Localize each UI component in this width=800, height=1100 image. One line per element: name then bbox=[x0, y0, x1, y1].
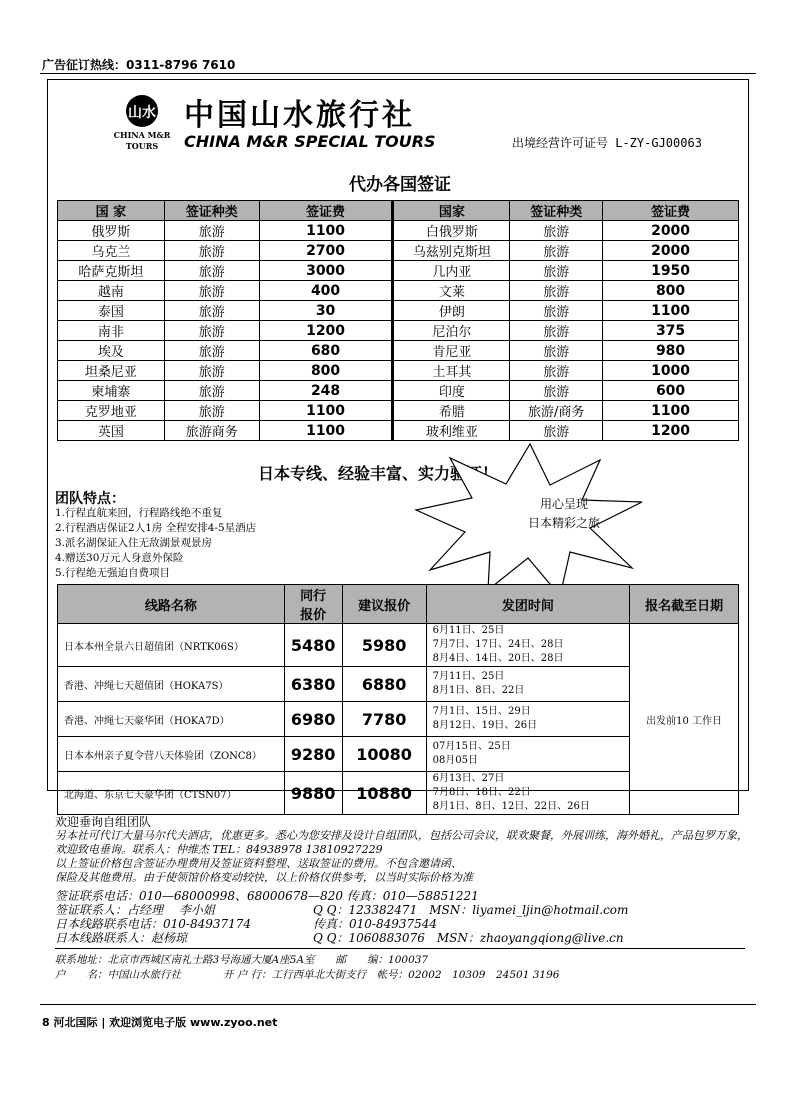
route-peer-price: 5480 bbox=[284, 624, 342, 667]
route-dates bbox=[426, 737, 630, 772]
visa-fee: 1100 bbox=[259, 421, 393, 441]
team-features-title: 团队特点： bbox=[55, 491, 125, 507]
visa-contact-person: 签证联系人：占经理 李小姐 bbox=[55, 903, 215, 917]
japan-contact-im: Q Q：1060883076 MSN：zhaoyangqiong@live.cn bbox=[313, 931, 624, 945]
visa-fee: 248 bbox=[259, 381, 393, 401]
visa-country: 伊朗 bbox=[393, 301, 510, 321]
route-date-line: 6月11日、25日 bbox=[432, 625, 505, 636]
route-date-line: 8月12日、19日、26日 bbox=[432, 720, 538, 731]
visa-row bbox=[58, 301, 739, 321]
visa-header-country: 国 家 bbox=[58, 201, 165, 221]
japan-slogan: 日本专线、经验丰富、实力验证！ bbox=[258, 464, 499, 483]
starburst-line-1: 用心呈现 bbox=[539, 497, 588, 511]
visa-type: 旅游 bbox=[164, 321, 259, 341]
visa-country: 乌兹别克斯坦 bbox=[393, 241, 510, 261]
visa-phone-line bbox=[55, 889, 628, 903]
visa-type: 旅游 bbox=[510, 341, 603, 361]
visa-country: 尼泊尔 bbox=[393, 321, 510, 341]
routes-header-dates: 发团时间 bbox=[426, 585, 630, 624]
routes-header-peer-price bbox=[284, 585, 342, 624]
route-deadline: 出发前10 工作日 bbox=[630, 624, 739, 815]
visa-country: 俄罗斯 bbox=[58, 221, 165, 241]
company-name-cn: 中国山水旅行社 bbox=[184, 98, 415, 133]
visa-country: 哈萨克斯坦 bbox=[58, 261, 165, 281]
feature-item: 5.行程绝无强迫自费项目 bbox=[55, 567, 171, 579]
visa-type: 旅游 bbox=[510, 421, 603, 441]
route-date-line: 7月8日、18日、22日 bbox=[432, 787, 531, 798]
license-number: 出境经营许可证号 L-ZY-GJ00063 bbox=[512, 136, 702, 150]
visa-type: 旅游 bbox=[510, 301, 603, 321]
route-suggest-price: 7780 bbox=[342, 702, 426, 737]
japan-contact-line bbox=[55, 931, 628, 945]
route-date-line: 7月11日、25日 bbox=[432, 671, 505, 682]
visa-type: 旅游 bbox=[510, 241, 603, 261]
feature-item: 4.赠送30万元人身意外保险 bbox=[55, 552, 184, 564]
visa-fee: 1200 bbox=[259, 321, 393, 341]
visa-fee: 1100 bbox=[603, 301, 739, 321]
visa-country: 越南 bbox=[58, 281, 165, 301]
route-suggest-price: 10880 bbox=[342, 772, 426, 815]
visa-country: 克罗地亚 bbox=[58, 401, 165, 421]
visa-contact-im: Q Q：123382471 MSN：liyamei_ljin@hotmail.com bbox=[313, 903, 629, 917]
page-footer: 8 河北国际 | 欢迎浏览电子版 www.zyoo.net bbox=[42, 1016, 278, 1029]
visa-type: 旅游 bbox=[510, 281, 603, 301]
contact-block bbox=[55, 889, 628, 945]
visa-country: 玻利维亚 bbox=[393, 421, 510, 441]
visa-country: 土耳其 bbox=[393, 361, 510, 381]
japan-phone: 日本线路联系电话：010-84937174 bbox=[55, 917, 252, 931]
visa-country: 几内亚 bbox=[393, 261, 510, 281]
bank-line: 户 名：中国山水旅行社 开 户 行：工行西单北大街支行 帐号：02002 10309 24501 3196 bbox=[55, 969, 560, 981]
visa-country: 南非 bbox=[58, 321, 165, 341]
visa-row bbox=[58, 341, 739, 361]
visa-header-fee: 签证费 bbox=[603, 201, 739, 221]
route-peer-price: 6380 bbox=[284, 667, 342, 702]
route-date-line: 8月1日、8日、12日、22日、26日 bbox=[432, 801, 590, 812]
visa-row bbox=[58, 241, 739, 261]
svg-text:CHINA M&R: CHINA M&R bbox=[113, 130, 171, 140]
visa-type: 旅游 bbox=[510, 321, 603, 341]
route-date-line: 08月05日 bbox=[432, 755, 479, 766]
top-divider bbox=[40, 73, 756, 74]
visa-country: 泰国 bbox=[58, 301, 165, 321]
visa-fee: 800 bbox=[603, 281, 739, 301]
visa-fee: 1100 bbox=[259, 401, 393, 421]
visa-fee: 3000 bbox=[259, 261, 393, 281]
visa-type: 旅游 bbox=[510, 261, 603, 281]
visa-country: 希腊 bbox=[393, 401, 510, 421]
visa-fee: 2000 bbox=[603, 241, 739, 261]
route-name: 香港、冲绳七天超值团（HOKA7S） bbox=[58, 667, 285, 702]
visa-row bbox=[58, 381, 739, 401]
visa-row bbox=[58, 221, 739, 241]
visa-type: 旅游 bbox=[164, 221, 259, 241]
visa-row bbox=[58, 401, 739, 421]
visa-fee: 1200 bbox=[603, 421, 739, 441]
visa-row bbox=[58, 361, 739, 381]
visa-header-country: 国家 bbox=[393, 201, 510, 221]
visa-type: 旅游/商务 bbox=[510, 401, 603, 421]
route-date-line: 7月7日、17日、24日、28日 bbox=[432, 639, 564, 650]
visa-country: 文莱 bbox=[393, 281, 510, 301]
feature-item: 2.行程酒店保证2人1房 全程安排4-5星酒店 bbox=[55, 522, 257, 534]
visa-country: 白俄罗斯 bbox=[393, 221, 510, 241]
visa-row bbox=[58, 321, 739, 341]
visa-fee: 600 bbox=[603, 381, 739, 401]
visa-type: 旅游 bbox=[164, 361, 259, 381]
route-suggest-price: 6880 bbox=[342, 667, 426, 702]
visa-country: 印度 bbox=[393, 381, 510, 401]
visa-type: 旅游 bbox=[164, 381, 259, 401]
route-peer-price: 9280 bbox=[284, 737, 342, 772]
visa-fee: 1100 bbox=[603, 401, 739, 421]
visa-country: 英国 bbox=[58, 421, 165, 441]
visa-type: 旅游 bbox=[510, 361, 603, 381]
visa-country: 柬埔寨 bbox=[58, 381, 165, 401]
route-name: 日本本州亲子夏令营八天体验团（ZONC8） bbox=[58, 737, 285, 772]
route-date-line: 6月13日、27日 bbox=[432, 773, 505, 784]
visa-section-title: 代办各国签证 bbox=[349, 175, 451, 195]
welcome-paragraph: 另本社可代订大量马尔代夫酒店，优惠更多。悉心为您安排及设计自组团队，包括公司会议，联欢聚餐，外展训练，海外婚礼，产品包罗万象，欢迎致电垂询。联系人：仲维杰 TEL：84938978 13810927229 bbox=[55, 829, 748, 856]
visa-header-type: 签证种类 bbox=[510, 201, 603, 221]
visa-fee: 980 bbox=[603, 341, 739, 361]
route-peer-price: 6980 bbox=[284, 702, 342, 737]
company-name-en: CHINA M&R SPECIAL TOURS bbox=[184, 132, 436, 151]
feature-item: 1.行程直航来回，行程路线绝不重复 bbox=[55, 507, 223, 519]
starburst-line-2: 日本精彩之旅 bbox=[527, 516, 600, 530]
route-name: 日本本州全景六日超值团（NRTK06S） bbox=[58, 624, 285, 667]
route-date-line: 8月1日、8日、22日 bbox=[432, 685, 525, 696]
visa-country: 乌克兰 bbox=[58, 241, 165, 261]
route-row bbox=[58, 624, 739, 667]
route-date-line: 7月1日、15日、29日 bbox=[432, 706, 531, 717]
route-dates bbox=[426, 667, 630, 702]
welcome-title: 欢迎垂询自组团队 bbox=[55, 815, 152, 829]
visa-fee: 30 bbox=[259, 301, 393, 321]
visa-fee: 800 bbox=[259, 361, 393, 381]
visa-country: 坦桑尼亚 bbox=[58, 361, 165, 381]
visa-type: 旅游 bbox=[164, 241, 259, 261]
visa-type: 旅游商务 bbox=[164, 421, 259, 441]
price-note: 以上签证价格包含签证办理费用及签证资料整理、送取签证的费用。不包含邀请函、 bbox=[55, 857, 462, 870]
visa-row bbox=[58, 421, 739, 441]
route-dates bbox=[426, 624, 630, 667]
svg-text:TOURS: TOURS bbox=[125, 141, 159, 151]
routes-table bbox=[57, 584, 739, 815]
route-dates bbox=[426, 702, 630, 737]
welcome-info bbox=[55, 829, 755, 885]
visa-country: 埃及 bbox=[58, 341, 165, 361]
visa-type: 旅游 bbox=[510, 221, 603, 241]
visa-contact-line bbox=[55, 903, 628, 917]
visa-type: 旅游 bbox=[164, 261, 259, 281]
routes-header-deadline: 报名截至日期 bbox=[630, 585, 739, 624]
route-suggest-price: 10080 bbox=[342, 737, 426, 772]
japan-contact-person: 日本线路联系人：赵杨琼 bbox=[55, 931, 188, 945]
visa-fee: 2700 bbox=[259, 241, 393, 261]
visa-fee: 680 bbox=[259, 341, 393, 361]
visa-fee: 1100 bbox=[259, 221, 393, 241]
team-features-list bbox=[55, 506, 256, 581]
visa-header-type: 签证种类 bbox=[164, 201, 259, 221]
route-peer-price: 9880 bbox=[284, 772, 342, 815]
japan-phone-line bbox=[55, 917, 628, 931]
visa-table bbox=[57, 200, 739, 441]
visa-type: 旅游 bbox=[164, 401, 259, 421]
visa-header-fee: 签证费 bbox=[259, 201, 393, 221]
visa-row bbox=[58, 281, 739, 301]
route-date-line: 8月4日、14日、20日、28日 bbox=[432, 653, 564, 664]
svg-text:山水: 山水 bbox=[128, 105, 156, 121]
route-name: 香港、冲绳七天豪华团（HOKA7D） bbox=[58, 702, 285, 737]
japan-fax: 传真：010-84937544 bbox=[313, 917, 438, 931]
routes-header-peer-line2: 报价 bbox=[300, 608, 327, 623]
visa-fee: 2000 bbox=[603, 221, 739, 241]
route-name: 北海道、东京七天豪华团（CTSN07） bbox=[58, 772, 285, 815]
visa-fee: 1000 bbox=[603, 361, 739, 381]
visa-type: 旅游 bbox=[164, 281, 259, 301]
starburst-text bbox=[504, 495, 624, 533]
route-date-line: 07月15日、25日 bbox=[432, 741, 511, 752]
address-block bbox=[55, 953, 559, 983]
visa-row bbox=[58, 261, 739, 281]
visa-fee: 1950 bbox=[603, 261, 739, 281]
visa-type: 旅游 bbox=[164, 301, 259, 321]
visa-fee: 400 bbox=[259, 281, 393, 301]
route-dates bbox=[426, 772, 630, 815]
routes-header-peer-line1: 同行 bbox=[300, 589, 327, 604]
visa-phone: 签证联系电话：010—68000998、68000678—820 传真：010—58851221 bbox=[55, 889, 479, 903]
routes-header-suggest-price: 建议报价 bbox=[342, 585, 426, 624]
price-note: 保险及其他费用。由于使领馆价格变动较快，以上价格仅供参考，以当时实际价格为准 bbox=[55, 871, 473, 884]
contact-divider bbox=[55, 948, 745, 949]
address-line: 联系地址：北京市西城区南礼士路3号海通大厦A座5A室 邮 编：100037 bbox=[55, 954, 429, 966]
route-suggest-price: 5980 bbox=[342, 624, 426, 667]
footer-divider bbox=[40, 1004, 756, 1005]
visa-type: 旅游 bbox=[510, 381, 603, 401]
routes-header-name: 线路名称 bbox=[58, 585, 285, 624]
visa-country: 肯尼亚 bbox=[393, 341, 510, 361]
feature-item: 3.派名湖保证入住无敌湖景观景房 bbox=[55, 537, 213, 549]
company-logo bbox=[110, 93, 174, 153]
visa-fee: 375 bbox=[603, 321, 739, 341]
ad-hotline: 广告征订热线：0311-8796 7610 bbox=[42, 58, 236, 72]
visa-type: 旅游 bbox=[164, 341, 259, 361]
